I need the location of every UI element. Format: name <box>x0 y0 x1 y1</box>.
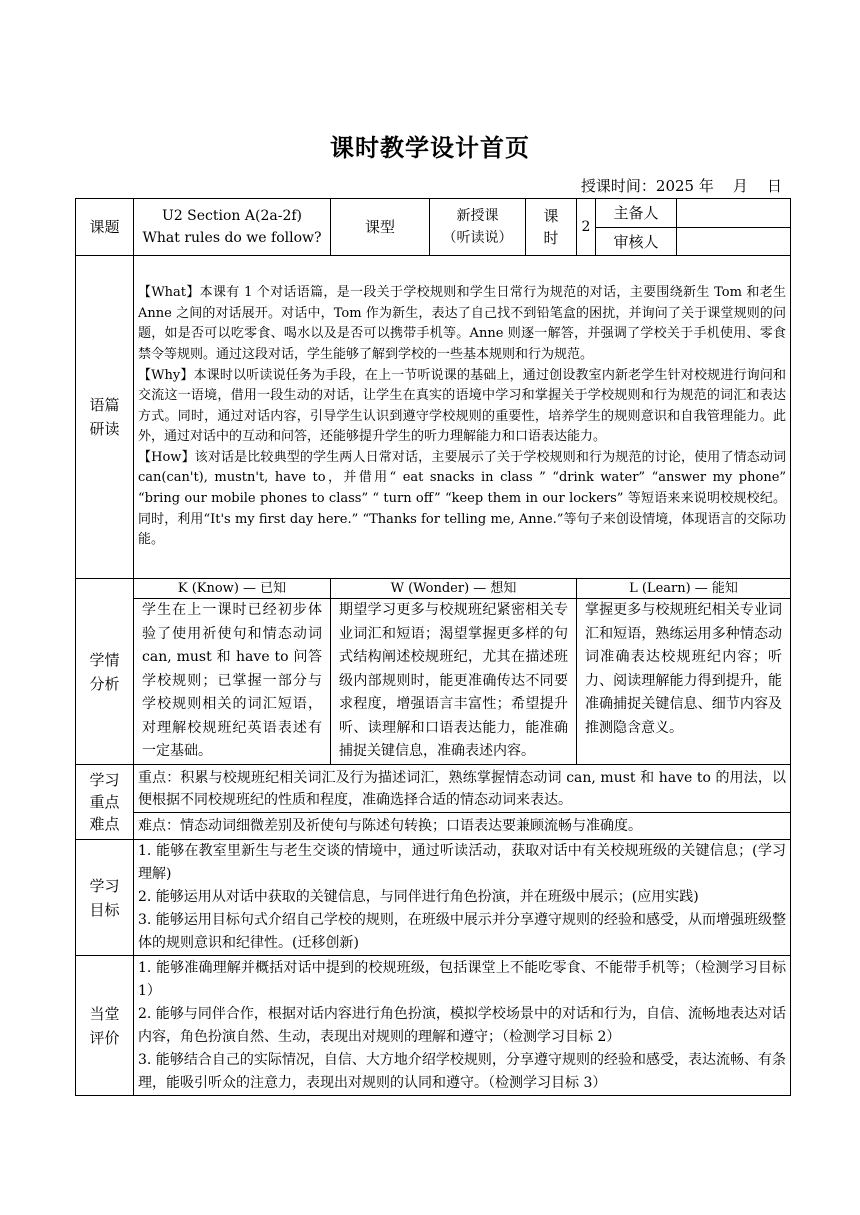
topic-label: 课题 <box>76 199 134 256</box>
assessment-item-2: 2. 能够与同伴合作，根据对话内容进行角色扮演，模拟学校场景中的对话和行为，自信、流畅地表达对话内容，角色扮演自然、生动，表现出对规则的理解和遵守；（检测学习目标 2） <box>138 1005 787 1045</box>
text-study-label-2: 研读 <box>89 420 120 438</box>
how-paragraph: 【How】该对话是比较典型的学生两人日常对话，主要展示了关于学校规则和行为规范的讨论，使用了情态动词 can(can't), mustn't, have to，并借用“ eat snacks in class ” “drink water” “answer my phone” “bring our mobile phones to class” “ turn off” “keep them in our lockers” 等短语来来说明校规校纪。同时，利用“It's my first day here.” “Thanks for telling me, Anne.”等句子来创设情境，体现语言的交际功能。 <box>138 449 787 548</box>
key-points-label-2: 重点 <box>89 793 120 811</box>
lesson-design-table <box>75 198 791 1096</box>
preparer-label: 主备人 <box>596 199 677 228</box>
type-label: 课型 <box>331 199 430 256</box>
topic-cell <box>134 199 331 256</box>
learner-analysis-label-2: 分析 <box>89 674 120 693</box>
period-label-2: 时 <box>543 229 559 247</box>
l-text: 掌握更多与校规班纪相关专业词汇和短语，熟练运用多种情态动词准确表达校规班纪内容；听力、阅读理解能力得到提升，能准确捕捉关键信息、细节内容及推测隐含意义。 <box>577 599 791 765</box>
key-point-text: 重点：积累与校规班纪相关词汇及行为描述词汇，熟练掌握情态动词 can, must 和 have to 的用法，以便根据不同校规班纪的性质和程度，准确选择合适的情态动词来表达。 <box>134 765 791 813</box>
assessment-item-1: 1. 能够准确理解并概括对话中提到的校规班级，包括课堂上不能吃零食、不能带手机等；（检测学习目标 1） <box>138 959 787 999</box>
period-label <box>526 199 577 256</box>
k-header: K (Know) — 已知 <box>134 579 331 599</box>
what-paragraph: 【What】本课有 1 个对话语篇，是一段关于学校规则和学生日常行为规范的对话，主要围绕新生 Tom 和老生 Anne 之间的对话展开。对话中，Tom 作为新生，表达了自己找不到铅笔盒的困扰，并询问了关于课堂规则的问题，如是否可以吃零食、喝水以及是否可以携带手机等。Anne 则逐一解答，并强调了学校关于手机使用、零食禁令等规则。通过这段对话，学生能够了解到学校的一些基本规则和行为规范。 <box>138 285 787 362</box>
assessment-label <box>76 956 134 1096</box>
preparer-value <box>677 199 791 228</box>
w-text: 期望学习更多与校规班纪紧密相关专业词汇和短语；渴望掌握更多样的句式结构阐述校规班纪，尤其在描述班级内部规则时，能更准确传达不同要求程度，增强语言丰富性；希望提升听、读理解和口语表达能力，能准确捕捉关键信息，准确表述内容。 <box>331 599 577 765</box>
assessment-item-3: 3. 能够结合自己的实际情况，自信、大方地介绍学校规则，分享遵守规则的经验和感受，表达流畅、有条理，能吸引听众的注意力，表现出对规则的认同和遵守。（检测学习目标 3） <box>138 1051 787 1091</box>
text-study-label-1: 语篇 <box>89 396 120 414</box>
text-study-content <box>134 256 791 579</box>
objectives-content <box>134 840 791 956</box>
type-line-2: （听读说） <box>442 230 513 246</box>
objectives-label-1: 学习 <box>89 876 120 895</box>
objective-item-2: 2. 能够运用从对话中获取的关键信息，与同伴进行角色扮演，并在班级中展示；(应用实践) <box>138 889 699 905</box>
w-header: W (Wonder) — 想知 <box>331 579 577 599</box>
objective-item-3: 3. 能够运用目标句式介绍自己学校的规则，在班级中展示并分享遵守规则的经验和感受，从而增强班级整体的规则意识和纪律性。(迁移创新) <box>138 912 787 951</box>
topic-line-1: U2 Section A(2a-2f) <box>162 208 302 224</box>
text-study-label <box>76 256 134 579</box>
learner-analysis-label <box>76 579 134 765</box>
type-cell <box>430 199 526 256</box>
topic-line-2: What rules do we follow? <box>142 230 322 246</box>
key-points-label-1: 学习 <box>89 771 120 789</box>
difficult-point-text: 难点：情态动词细微差别及祈使句与陈述句转换；口语表达要兼顾流畅与准确度。 <box>134 813 791 840</box>
reviewer-value <box>677 228 791 256</box>
period-label-1: 课 <box>543 207 559 225</box>
period-value: 2 <box>577 199 596 256</box>
assessment-label-2: 评价 <box>89 1028 120 1047</box>
k-text: 学生在上一课时已经初步体验了使用祈使句和情态动词 can, must 和 have to 问答学校规则；已掌握一部分与学校规则相关的词汇短语，对理解校规班纪英语表述有一定基础。 <box>134 599 331 765</box>
type-line-1: 新授课 <box>456 208 499 224</box>
objectives-label <box>76 840 134 956</box>
key-points-label-3: 难点 <box>89 815 120 833</box>
learner-analysis-label-1: 学情 <box>89 650 120 669</box>
objective-item-1: 1. 能够在教室里新生与老生交谈的情境中，通过听读活动，获取对话中有关校规班级的关键信息；(学习理解) <box>138 843 787 882</box>
key-points-label <box>76 765 134 840</box>
assessment-content <box>134 956 791 1096</box>
lesson-date: 授课时间：2025 年 月 日 <box>580 177 782 195</box>
l-header: L (Learn) — 能知 <box>577 579 791 599</box>
objectives-label-2: 目标 <box>89 900 120 919</box>
why-paragraph: 【Why】本课时以听读说任务为手段，在上一节听说课的基础上，通过创设教室内新老学生针对校规进行询问和交流这一语境，借用一段生动的对话，让学生在真实的语境中学习和掌握关于学校规则和行为规范的词汇和表达方式。同时，通过对话内容，引导学生认识到遵守学校规则的重要性，培养学生的规则意识和自我管理能力。此外，通过对话中的互动和问答，还能够提升学生的听力理解能力和口语表达能力。 <box>138 367 787 445</box>
assessment-label-1: 当堂 <box>89 1004 120 1023</box>
page-title: 课时教学设计首页 <box>330 134 530 162</box>
reviewer-label: 审核人 <box>596 228 677 256</box>
